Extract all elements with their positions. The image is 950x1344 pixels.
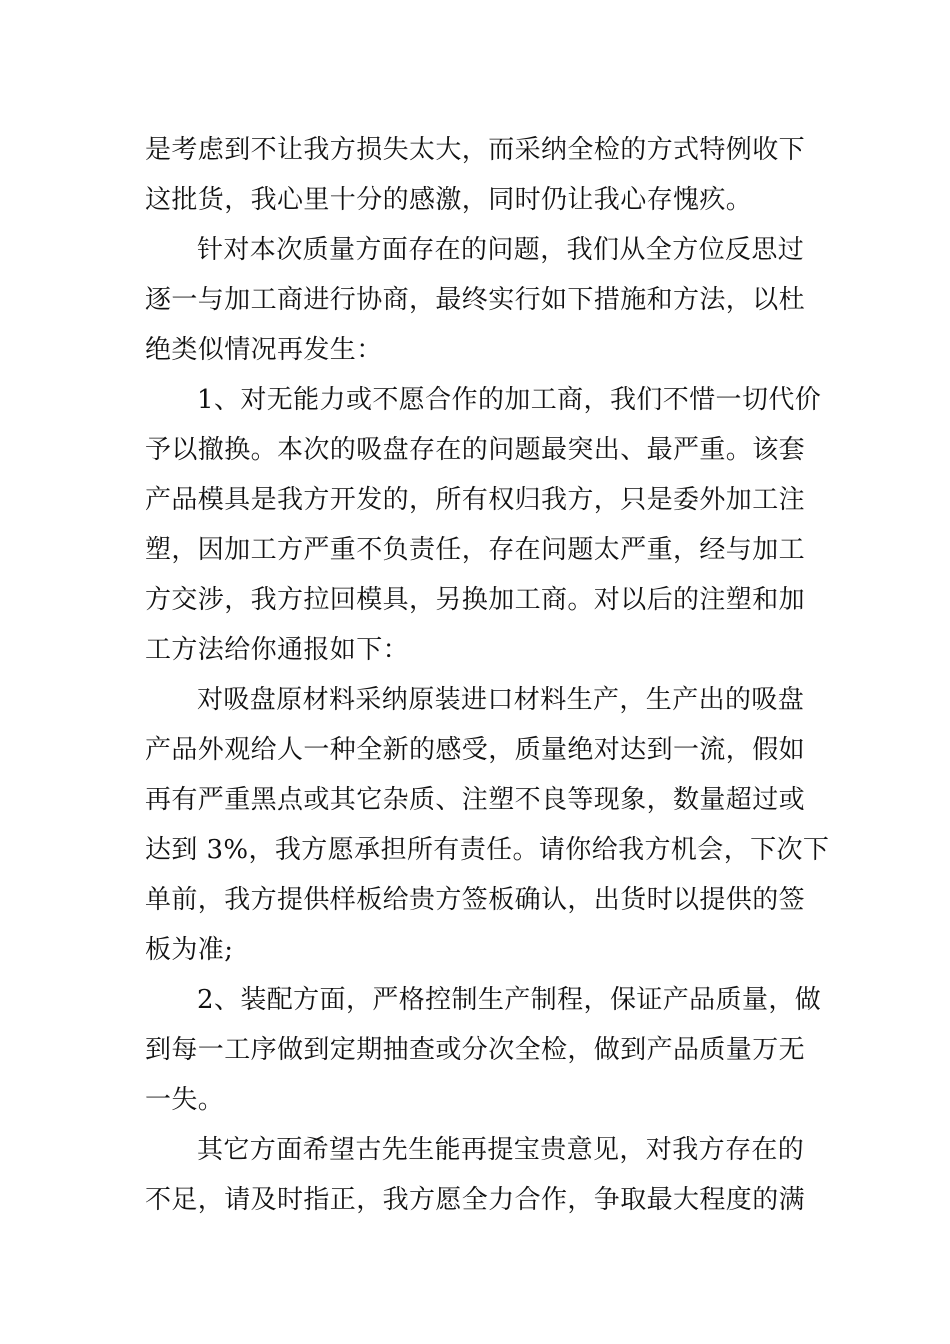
- text-line: 塑，因加工方严重不负责任，存在问题太严重，经与加工: [145, 535, 806, 565]
- text-line: 予以撤换。本次的吸盘存在的问题最突出、最严重。该套: [145, 435, 806, 465]
- text-line: 不足，请及时指正，我方愿全力合作，争取最大程度的满: [145, 1185, 806, 1215]
- text-line: 方交涉，我方拉回模具，另换加工商。对以后的注塑和加: [145, 585, 806, 615]
- text-line: 再有严重黑点或其它杂质、注塑不良等现象，数量超过或: [145, 785, 806, 815]
- text-line: 这批货，我心里十分的感激，同时仍让我心存愧疚。: [145, 185, 753, 215]
- text-line: 一失。: [145, 1085, 225, 1115]
- text-line: 绝类似情况再发生：: [145, 335, 383, 365]
- text-line: 逐一与加工商进行协商，最终实行如下措施和方法，以杜: [145, 285, 806, 315]
- text-line: 达到 3%，我方愿承担所有责任。请你给我方机会，下次下: [145, 835, 830, 865]
- paragraph-first-line: 2、装配方面，严格控制生产制程，保证产品质量，做: [197, 985, 822, 1015]
- text-line: 工方法给你通报如下：: [145, 635, 410, 665]
- paragraph-first-line: 1、对无能力或不愿合作的加工商，我们不惜一切代价: [197, 385, 822, 415]
- paragraph-first-line: 针对本次质量方面存在的问题，我们从全方位反思过: [197, 235, 805, 265]
- text-line: 产品外观给人一种全新的感受，质量绝对达到一流，假如: [145, 735, 806, 765]
- paragraph-first-line: 对吸盘原材料采纳原装进口材料生产，生产出的吸盘: [197, 685, 805, 715]
- text-line: 板为准;: [145, 935, 234, 965]
- text-line: 是考虑到不让我方损失太大，而采纳全检的方式特例收下: [145, 135, 806, 165]
- paragraph-first-line: 其它方面希望古先生能再提宝贵意见，对我方存在的: [197, 1135, 805, 1165]
- text-line: 到每一工序做到定期抽查或分次全检，做到产品质量万无: [145, 1035, 806, 1065]
- text-line: 单前，我方提供样板给贵方签板确认，出货时以提供的签: [145, 885, 806, 915]
- text-line: 产品模具是我方开发的，所有权归我方，只是委外加工注: [145, 485, 806, 515]
